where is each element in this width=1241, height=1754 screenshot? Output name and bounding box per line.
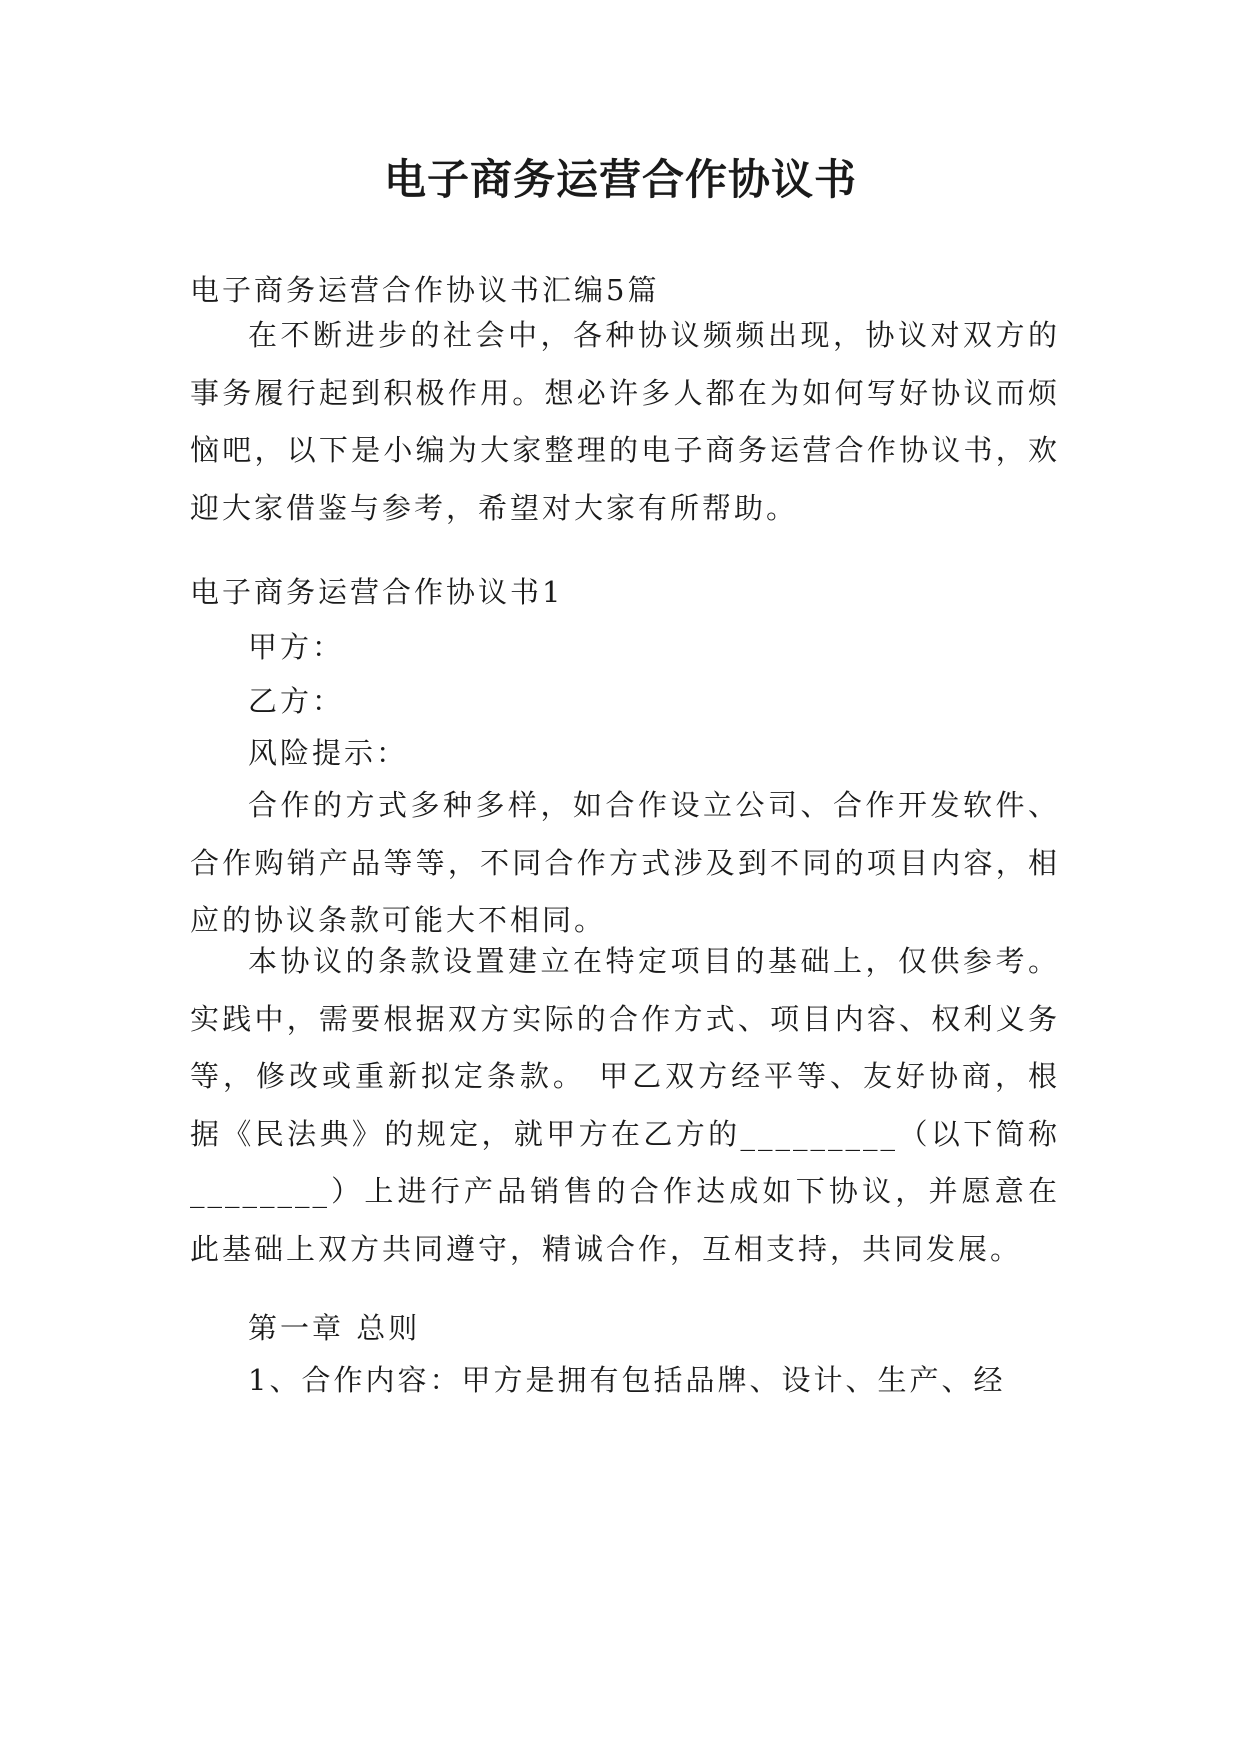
clause-1: 1、合作内容：甲方是拥有包括品牌、设计、生产、经 (248, 1363, 1006, 1397)
party-a-label: 甲方： (248, 630, 345, 664)
section-heading-1: 电子商务运营合作协议书1 (190, 575, 564, 609)
risk-paragraph-1: 合作的方式多种多样，如合作设立公司、合作开发软件、合作购销产品等等，不同合作方式涉及到不同的项目内容，相应的协议条款可能大不相同。 (190, 788, 1060, 937)
document-title: 电子商务运营合作协议书 (383, 155, 857, 204)
risk-notice-label: 风险提示： (248, 736, 409, 770)
document-subtitle: 电子商务运营合作协议书汇编5篇 (190, 273, 660, 307)
risk-paragraph-2: 本协议的条款设置建立在特定项目的基础上，仅供参考。实践中，需要根据双方实际的合作方式、项目内容、权利义务等，修改或重新拟定条款。 甲乙双方经平等、友好协商，根据《民法典》的规定，就甲方在乙方的_________（以下简称________）上进行产品销售的合作达成如下协议，并愿意在此基础上双方共同遵守，精诚合作，互相支持，共同发展。 (190, 944, 1060, 1266)
party-b-label: 乙方： (248, 684, 345, 718)
intro-paragraph: 在不断进步的社会中，各种协议频频出现，协议对双方的事务履行起到积极作用。想必许多人都在为如何写好协议而烦恼吧，以下是小编为大家整理的电子商务运营合作协议书，欢迎大家借鉴与参考，希望对大家有所帮助。 (190, 318, 1060, 525)
chapter-1-heading: 第一章 总则 (248, 1311, 421, 1345)
